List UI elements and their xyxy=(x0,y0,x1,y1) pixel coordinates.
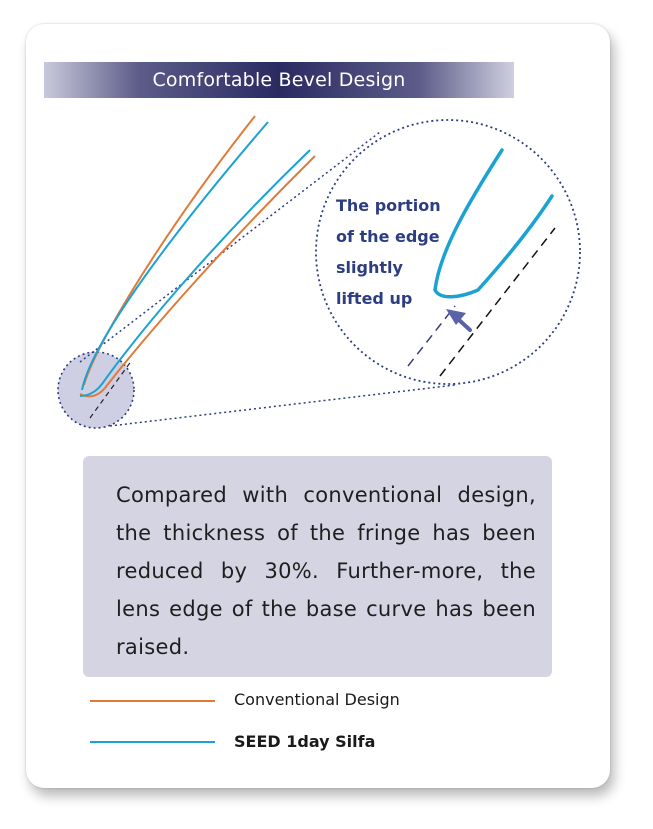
legend-swatch-conventional xyxy=(90,700,215,702)
legend-label-conventional: Conventional Design xyxy=(234,690,400,709)
callout-text xyxy=(336,190,456,314)
legend-label-silfa: SEED 1day Silfa xyxy=(234,732,376,751)
callout-line: slightly xyxy=(336,258,403,277)
legend-swatch-silfa xyxy=(90,741,215,743)
conventional-outer-curve xyxy=(84,116,255,385)
silfa-outer-curve xyxy=(82,122,268,390)
callout-line: of the edge xyxy=(336,227,440,246)
callout-line: lifted up xyxy=(336,289,413,308)
description-text: Compared with conventional design, the thickness of the fringe has been reduced by 30%. Further-more, the lens edge of the base curve has been raised. xyxy=(116,483,536,659)
callout-line: The portion xyxy=(336,196,441,215)
banner-title: Comfortable Bevel Design xyxy=(44,62,514,98)
description-box xyxy=(83,456,552,677)
zoom-connector-bottom xyxy=(110,385,455,426)
